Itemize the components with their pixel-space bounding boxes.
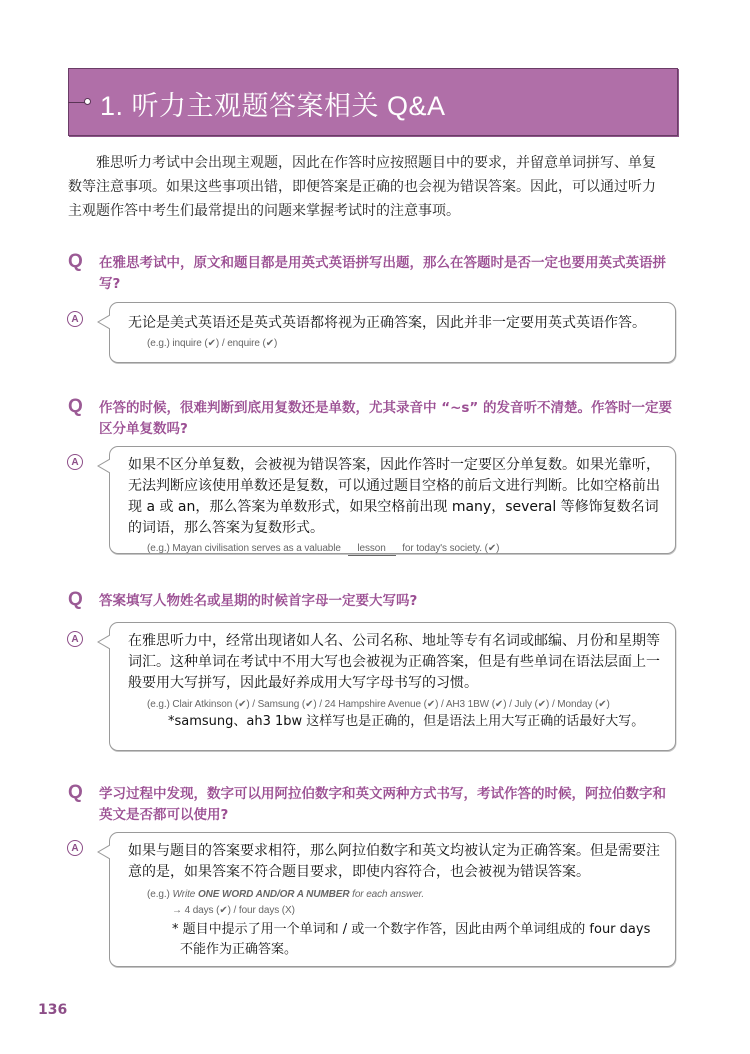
answer-example: (e.g.) Clair Atkinson (✔) / Samsung (✔) / 24 Hampshire Avenue (✔) / AH3 1BW (✔) / July (✔) / Monday (✔) (147, 699, 610, 710)
answer-a-icon: A (67, 840, 83, 856)
example-prefix: (e.g.) Mayan civilisation serves as a valuable (147, 543, 341, 554)
section-title: 1. 听力主观题答案相关 Q&A (100, 91, 446, 121)
q-icon: Q (68, 782, 83, 803)
answer-bubble-3 (109, 622, 676, 751)
answer-note: *samsung、ah3 1bw 这样写也是正确的，但是语法上用大写正确的话最好大写。 (168, 714, 645, 729)
answer-text: 如果不区分单复数，会被视为错误答案，因此作答时一定要区分单复数。如果光靠听，无法判断应该使用单数还是复数，可以通过题目空格的前后文进行判断。比如空格前出现 a 或 an，那么答案为单数形式，如果空格前出现 many，several 等修饰复数名词的词语，那么答案为复数形式。 (128, 457, 660, 536)
example-blank: lesson (348, 543, 396, 556)
example-instruction-start: Write (172, 889, 196, 900)
bubble-tail-icon (97, 459, 110, 473)
answer-example (147, 543, 675, 556)
question-text: 答案填写人物姓名或星期的时候首字母一定要大写吗? (99, 593, 418, 609)
answer-text: 如果与题目的答案要求相符，那么阿拉伯数字和英文均被认定为正确答案。但是需要注意的是，如果答案不符合题目要求，即使内容符合，也会被视为错误答案。 (128, 843, 660, 880)
bubble-tail-icon (97, 635, 110, 649)
answer-bubble-4 (109, 832, 676, 967)
page-number: 136 (38, 1002, 68, 1018)
answer-a-icon: A (67, 631, 83, 647)
bubble-tail-icon (97, 845, 110, 859)
answer-example-line2: → 4 days (✔) / four days (X) (172, 905, 295, 916)
example-instruction-emphasis: ONE WORD AND/OR A NUMBER (197, 889, 350, 900)
question-text: 学习过程中发现，数字可以用阿拉伯数字和英文两种方式书写，考试作答的时候，阿拉伯数字和英文是否都可以使用? (99, 786, 666, 823)
answer-a-icon: A (67, 311, 83, 327)
example-prefix: (e.g.) (147, 889, 170, 900)
question-text: 在雅思考试中，原文和题目都是用英式英语拼写出题，那么在答题时是否一定也要用英式英语拼写? (99, 255, 666, 292)
example-instruction-end: for each answer. (352, 889, 425, 900)
title-bullet-icon (84, 98, 91, 105)
answer-text: 在雅思听力中，经常出现诸如人名、公司名称、地址等专有名词或邮编、月份和星期等词汇。这种单词在考试中不用大写也会被视为正确答案，但是有些单词在语法层面上一般要用大写拼写，因此最好养成用大写字母书写的习惯。 (128, 633, 660, 691)
q-icon: Q (68, 589, 83, 610)
example-suffix: for today's society. (✔) (402, 543, 500, 554)
answer-text: 无论是美式英语还是英式英语都将视为正确答案，因此并非一定要用英式英语作答。 (128, 315, 646, 331)
answer-example: (e.g.) inquire (✔) / enquire (✔) (147, 338, 278, 349)
bubble-tail-icon (97, 315, 110, 329)
answer-bubble-1 (109, 302, 676, 363)
intro-paragraph: 雅思听力考试中会出现主观题，因此在作答时应按照题目中的要求，并留意单词拼写、单复数等注意事项。如果这些事项出错，即便答案是正确的也会视为错误答案。因此，可以通过听力主观题作答中考生们最常提出的问题来掌握考试时的注意事项。 (68, 155, 656, 219)
q-icon: Q (68, 396, 83, 417)
answer-note: * 题目中提示了用一个单词和 / 或一个数字作答，因此由两个单词组成的 four days 不能作为正确答案。 (172, 922, 651, 957)
question-text: 作答的时候，很难判断到底用复数还是单数，尤其录音中 “~s” 的发音听不清楚。作答时一定要区分单复数吗? (99, 400, 672, 437)
q-icon: Q (68, 251, 83, 272)
answer-example (147, 889, 675, 900)
answer-bubble-2 (109, 446, 676, 554)
answer-a-icon: A (67, 454, 83, 470)
